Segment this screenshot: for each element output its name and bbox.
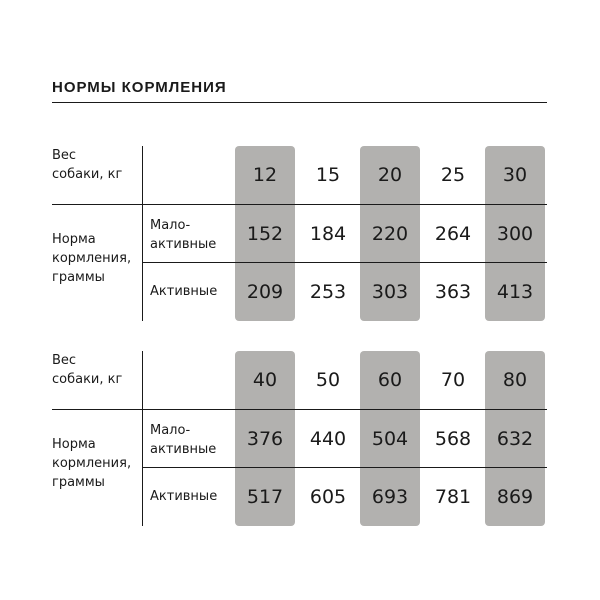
weight-value: 25 [440,164,466,186]
weight-value: 15 [315,164,341,186]
low-active-value: 568 [434,428,472,450]
active-value: 693 [371,486,409,508]
weight-row-label: Вес собаки, кг [52,148,123,182]
low-active-value: 152 [246,223,284,245]
row-divider [52,409,547,410]
low-active-value: 504 [371,428,409,450]
low-active-value: 300 [496,223,534,245]
active-value: 253 [309,281,347,303]
weight-value: 60 [377,369,403,391]
row-divider [52,204,547,205]
active-value: 781 [434,486,472,508]
low-active-value: 376 [246,428,284,450]
weight-value: 12 [252,164,278,186]
feeding-table-2 [52,351,547,526]
active-label: Активные [150,284,218,299]
row-divider [142,467,547,468]
column-divider [142,351,143,526]
weight-value: 20 [377,164,403,186]
active-value: 363 [434,281,472,303]
low-active-value: 440 [309,428,347,450]
weight-row-label: Вес собаки, кг [52,353,123,387]
weight-value: 50 [315,369,341,391]
row-divider [142,262,547,263]
low-active-value: 220 [371,223,409,245]
low-active-label: Мало- активные [150,218,217,252]
low-active-value: 184 [309,223,347,245]
feeding-table-1 [52,146,547,321]
column-divider [142,146,143,321]
weight-value: 80 [502,369,528,391]
low-active-label: Мало- активные [150,423,217,457]
active-label: Активные [150,489,218,504]
low-active-value: 632 [496,428,534,450]
norm-row-label: Норма кормления, граммы [52,437,132,490]
active-value: 413 [496,281,534,303]
weight-value: 30 [502,164,528,186]
active-value: 303 [371,281,409,303]
active-value: 517 [246,486,284,508]
norm-row-label: Норма кормления, граммы [52,232,132,285]
title-divider [52,102,547,103]
active-value: 869 [496,486,534,508]
active-value: 605 [309,486,347,508]
page-title: НОРМЫ КОРМЛЕНИЯ [52,79,227,96]
active-value: 209 [246,281,284,303]
low-active-value: 264 [434,223,472,245]
weight-value: 70 [440,369,466,391]
weight-value: 40 [252,369,278,391]
